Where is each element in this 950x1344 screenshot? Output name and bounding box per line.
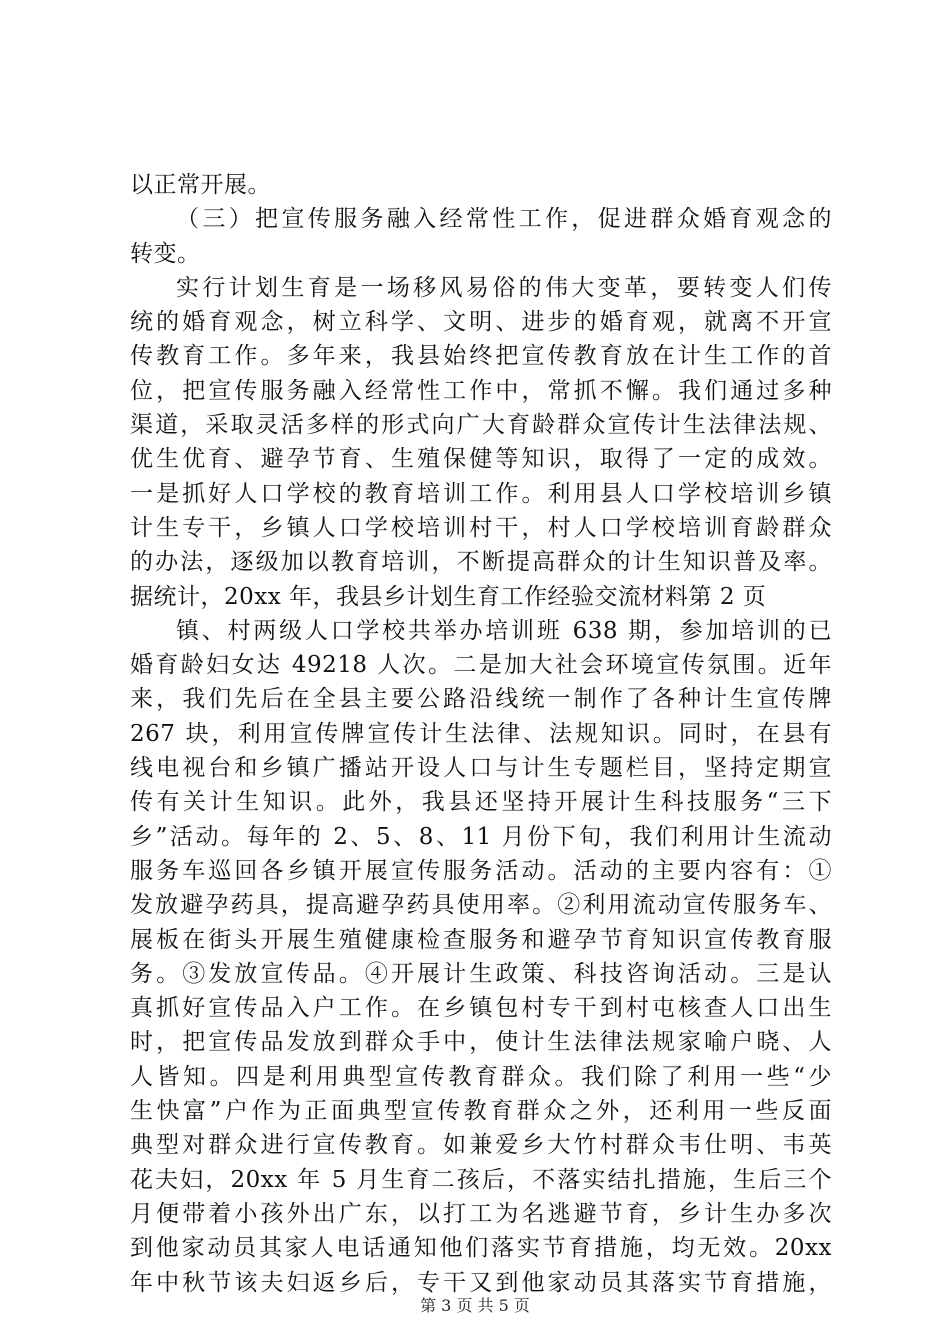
section-heading-line: （三）把宣传服务融入经常性工作，促进群众婚育观念的 <box>176 206 832 233</box>
text-line: 时，把宣传品发放到群众手中，使计生法律法规家喻户晓、人 <box>130 1029 832 1056</box>
text-line: 以正常开展。 <box>130 172 271 198</box>
text-line: 优生优育、避孕节育、生殖保健等知识，取得了一定的成效。 <box>130 446 832 473</box>
text-line: 人皆知。四是利用典型宣传教育群众。我们除了利用一些“少 <box>130 1063 832 1090</box>
text-line: 发放避孕药具，提高避孕药具使用率。②利用流动宣传服务车、 <box>130 892 832 919</box>
text-line: 花夫妇，20xx 年 5 月生育二孩后，不落实结扎措施，生后三个 <box>130 1166 832 1193</box>
text-line: 线电视台和乡镇广播站开设人口与计生专题栏目，坚持定期宣 <box>130 755 832 782</box>
page-number-label: 第 3 页 共 5 页 <box>420 1296 530 1315</box>
text-line: 实行计划生育是一场移风易俗的伟大变革，要转变人们传 <box>176 274 832 301</box>
text-line: 来，我们先后在全县主要公路沿线统一制作了各种计生宣传牌 <box>130 686 832 713</box>
text-line: 267 块，利用宣传牌宣传计生法律、法规知识。同时，在县有 <box>130 720 832 747</box>
text-line: 传有关计生知识。此外，我县还坚持开展计生科技服务“三下 <box>130 789 832 816</box>
text-line: 典型对群众进行宣传教育。如兼爱乡大竹村群众韦仕明、韦英 <box>130 1132 832 1159</box>
text-line: 服务车巡回各乡镇开展宣传服务活动。活动的主要内容有：① <box>130 857 832 884</box>
text-line: 镇、村两级人口学校共举办培训班 638 期，参加培训的已 <box>176 617 832 644</box>
text-line: 计生专干，乡镇人口学校培训村干，村人口学校培训育龄群众 <box>130 514 832 541</box>
text-line: 据统计，20xx 年，我县乡计划生育工作经验交流材料第 2 页 <box>130 583 767 610</box>
text-line: 传教育工作。多年来，我县始终把宣传教育放在计生工作的首 <box>130 343 832 370</box>
text-line: 一是抓好人口学校的教育培训工作。利用县人口学校培训乡镇 <box>130 480 832 507</box>
text-line: 务。③发放宣传品。④开展计生政策、科技咨询活动。三是认 <box>130 960 832 987</box>
text-line: 展板在街头开展生殖健康检查服务和避孕节育知识宣传教育服 <box>130 926 832 953</box>
text-line: 位，把宣传服务融入经常性工作中，常抓不懈。我们通过多种 <box>130 377 832 404</box>
text-line: 生快富”户作为正面典型宣传教育群众之外，还利用一些反面 <box>130 1098 832 1125</box>
text-line: 年中秋节该夫妇返乡后，专干又到他家动员其落实节育措施， <box>130 1269 832 1296</box>
text-line: 乡”活动。每年的 2、5、8、11 月份下旬，我们利用计生流动 <box>130 823 832 850</box>
text-line: 真抓好宣传品入户工作。在乡镇包村专干到村屯核查人口出生 <box>130 995 832 1022</box>
text-line: 渠道，采取灵活多样的形式向广大育龄群众宣传计生法律法规、 <box>130 412 832 439</box>
text-line: 统的婚育观念，树立科学、文明、进步的婚育观，就离不开宣 <box>130 309 832 336</box>
page-footer <box>0 1296 950 1316</box>
body-text <box>130 168 832 1300</box>
text-line: 的办法，逐级加以教育培训，不断提高群众的计生知识普及率。 <box>130 549 832 576</box>
text-line: 婚育龄妇女达 49218 人次。二是加大社会环境宣传氛围。近年 <box>130 652 832 679</box>
section-heading-line: 转变。 <box>130 240 201 267</box>
text-line: 月便带着小孩外出广东，以打工为名逃避节育，乡计生办多次 <box>130 1200 832 1227</box>
text-line: 到他家动员其家人电话通知他们落实节育措施，均无效。20xx <box>130 1235 832 1262</box>
